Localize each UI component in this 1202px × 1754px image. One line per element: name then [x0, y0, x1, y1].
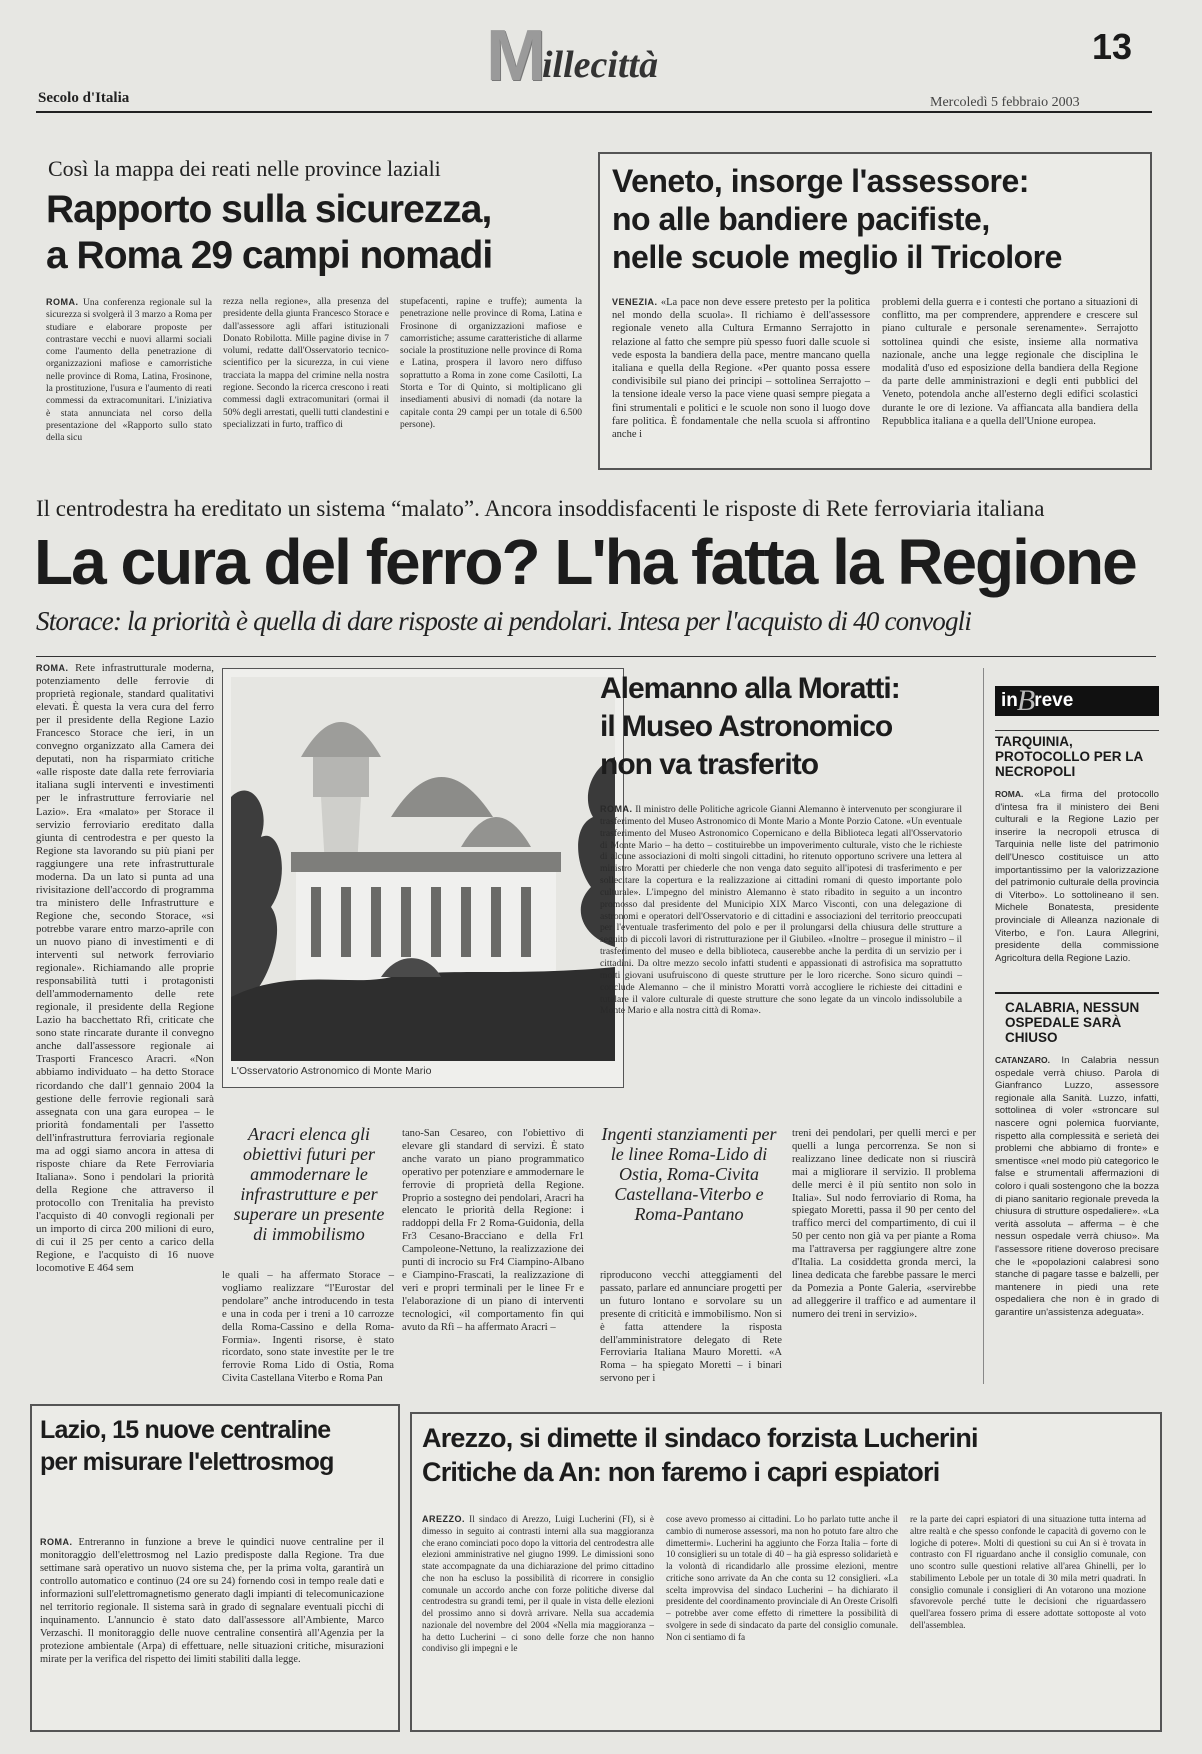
article-column-2	[666, 1514, 898, 1720]
article-text: Il sindaco di Arezzo, Luigi Lucherini (FI), si è dimesso in seguito ai contrasti interni alla sua maggioranza che erano cominciati poco dopo la vittoria del centrodestra alle elezioni amministrative nel giugno 1999. Le dimissioni sono state accompagnate da una dichiarazione del primo cittadino che non ha escluso la possibilità di ricorrere in consiglio comunale un accordo anche con forze politiche diverse dal centrodestra su grandi temi, per il quale in vista delle elezioni del prossimo anno si dovrà arrivare. Nella sua accademia nazionale del novembre del 2004 «Nella mia maggioranza – ha detto Lucherini – ci sono delle forze che non hanno condiviso gli impegni e le	[422, 1514, 655, 1654]
pull-quote-2	[596, 1124, 782, 1224]
article-lazio	[30, 1404, 400, 1732]
breve-item-2-text	[995, 1054, 1159, 1382]
article-text-block	[600, 804, 962, 1088]
dateline: ROMA.	[995, 789, 1024, 799]
article-headline-line2: Critiche da An: non faremo i capri espiatori	[422, 1457, 940, 1487]
main-kicker: Il centrodestra ha ereditato un sistema “malato”. Ancora insoddisfacenti le risposte di Rete ferroviaria italiana	[36, 496, 1045, 521]
pull-quote-text: Aracri elenca gli obiettivi futuri per ammodernare le infrastrutture e per superare un presente di immobilismo	[233, 1124, 385, 1244]
article-column-2	[223, 296, 389, 456]
masthead-rule	[36, 111, 1152, 113]
article-headline-line2: no alle bandiere pacifiste,	[612, 201, 990, 237]
paper-name: Secolo d'Italia	[38, 90, 130, 106]
article-headline-line2: per misurare l'elettrosmog	[40, 1448, 334, 1476]
dateline: ROMA.	[46, 297, 79, 307]
article-headline-line1: Lazio, 15 nuove centraline	[40, 1416, 331, 1444]
section-title	[486, 16, 659, 96]
article-column-3	[910, 1514, 1146, 1720]
in-breve-sidebar	[995, 668, 1159, 1384]
article-headline-line1: Arezzo, si dimette il sindaco forzista Lucherini	[422, 1423, 978, 1453]
article-text: problemi della guerra e i contesti che portano a situazioni di conflitto, ma per comprendere, apprendere e crescere sul piano culturale e personale serenamente». Serrajotto sottolinea quindi che esiste, insieme alla normativa nazionale, anche una legge regionale che disciplina le modalità d'uso ed esposizione della bandiera della Regione da parte delle amministrazioni e degli enti pubblici del Veneto, potendola anche all'esterno degli edifici scolastici durante le ore di lezione. Va affiancata alla bandiera della Repubblica italiana e a quella dell'Unione europea.	[882, 297, 1138, 427]
article-text: cose avevo promesso ai cittadini. Lo ho parlato tutte anche il cambio di numerose assessori, ma non ho potuto fare altro che dimettermi». Lucherini ha aggiunto che Forza Italia – forte di 10 consiglieri su un totale di 40 – ha già espresso solidarietà e la volontà di ricandidarlo alle prossime elezioni, mentre critiche sono arrivate da An che conta su 12 consiglieri. «La scelta improvvisa del sindaco Lucherini – ha dichiarato il presidente del coordinamento provinciale di An Oreste Crisolfi – potrebbe aver come effetto di rimettere la possibilità di svolgere in sede di sindacato da parte del consiglio comunale. Non ci sentiamo di fa	[666, 1514, 898, 1642]
article-headline-line2: il Museo Astronomico	[600, 710, 893, 743]
article-sicurezza	[36, 150, 596, 460]
article-text: treni dei pendolari, per quelli merci e per quelli a lunga percorrenza. Se non si realizzano linee dedicate non si riuscirà mai a migliorare il servizio. Il problema delle merci è il più sentito non solo in Italia». Sul nodo ferroviario di Roma, ha spiegato Moretti, passa il 90 per cento del traffico merci del compartimento, di cui il 50 per cento non già va per piante a Roma ma l'attraversa per raggiungere altre zone d'Italia. La cosiddetta gronda merci, la linea dedicata che farebbe passare le merci da Pomezia a Ponte Galeria, «servirebbe ad alleggerire il traffico e ad aumentare il numero dei treni in servizio».	[792, 1128, 976, 1320]
article-headline-line1: Rapporto sulla sicurezza,	[46, 188, 492, 231]
main-column-2	[222, 1270, 394, 1385]
breve-item-1-text	[995, 788, 1159, 1008]
article-column-1	[46, 296, 212, 456]
article-text: le quali – ha affermato Storace – vogliamo realizzare “l'Eurostar del pendolare” anche introducendo in testa e una in coda per i treni a 10 carrozze della Roma-Cassino e della Roma-Formia». Ingenti risorse, è stato ricordato, sono state investite per le tre ferrovie Roma Lido di Ostia, Roma Civita Castellana Viterbo e Roma Pan	[222, 1270, 394, 1385]
section-initial: M	[486, 16, 546, 96]
article-text: Entreranno in funzione a breve le quindici nuove centraline per il monitoraggio dell'elettrosmog nel Lazio predisposte dalla Regione. Tra due settimane sarà operativo un nuovo sistema che, per la prima volta, garantirà un controllo automatico e continuo (24 ore su 24) fornendo così in tempo reale dati e informazioni sull'elettromagnetismo generato dagli impianti di telecomunicazione nel territorio regionale. Il sistema sarà in grado di segnalare eventuali picchi di inquinamento. L'annuncio è stato dato dall'assessore all'Ambiente, Marco Verzaschi. Il monitoraggio delle nuove centraline consentirà all'Agenzia per la protezione ambientale (Arpa) di effettuare, nelle situazioni critiche, misurazioni mirate per la verifica del rispetto dei limiti stabiliti dalla legge.	[40, 1537, 384, 1665]
pull-quote-text: Ingenti stanziamenti per le linee Roma-Lido di Ostia, Roma-Civita Castellana-Viterbo e Roma-Pantano	[601, 1124, 777, 1224]
article-headline-line3: non va trasferito	[600, 748, 819, 781]
article-text: riproducono vecchi atteggiamenti del passato, parlare ed annunciare progetti per un futuro lontano e sorvolare su un presente di criticità e immobilismo. Non si è fatta attendere la risposta dell'amministratore delegato di Rete Ferroviaria Italiana Mauro Moretti. «A Roma – ha spiegato Moretti – i binari servono per i	[600, 1270, 782, 1385]
article-text: Il ministro delle Politiche agricole Gianni Alemanno è intervenuto per scongiurare il trasferimento del Museo Astronomico di Monte Mario a Monte Porzio Catone. «Un eventuale trasferimento del Museo Astronomico Copernicano e della Biblioteca legati all'Osservatorio di Monte Mario – ha detto – costituirebbe un impoverimento culturale, visto che le richieste di alcune associazioni di molti singoli cittadini, ho ritenuto opportuno scrivere una lettera al ministro Moratti per chiederle che non venga dato seguito all'ipotesi di trasferimento e per sollecitare la copertura e la realizzazione ai cittadini romani di questo importante polo culturale». L'impegno del ministro Alemanno è stato ribadito in seguito a un incontro promosso dal presidente del Municipio XIX Marco Visconti, con una delegazione di astronomi e operatori dell'Osservatorio e di cittadini e associazioni del territorio preoccupati per l'eventuale trasferimento del polo e per il prolungarsi della chiusura delle strutture a seguito di piccoli lavori di ristrutturazione per il Giubileo. «Inoltre – prosegue il ministro – il trasferimento del museo e della biblioteca, causerebbe anche la perdita di un servizio per i cittadini. Da oltre mezzo secolo infatti studenti e appassionati di astrofisica ma soprattutto molti giovani usufruiscono di queste strutture per le loro ricerche. Sono sicuro quindi – conclude Alemanno – che il ministro Moratti vorrà accogliere le richieste dei cittadini e tutelare il valore culturale di queste strutture che sono legate da un vincolo indissolubile a Monte Mario e alla nostra città di Roma».	[600, 804, 962, 1017]
article-text: re la parte dei capri espiatori di una situazione tutta interna ad altre realtà e che spesso confonde le capacità di governo con le logiche di potere». Molti di questioni su cui An si è trovata in contrasto con FI riguardano anche il consiglio comunale, con uno scontro sulle questioni relative all'area Ghinelli, per lo stabilimento Lebole per un totale di 30 mila metri quadrati. In consiglio comunale i consiglieri di An votarono una mozione sfavorevole perché tutte le decisioni che riguardassero quell'area fossero prima di essere adottate sottoposte al voto dell'assemblea.	[910, 1514, 1146, 1630]
in-breve-label-rest: reve	[1034, 690, 1074, 711]
masthead	[0, 0, 1202, 116]
main-column-5	[792, 1128, 976, 1360]
article-headline-line3: nelle scuole meglio il Tricolore	[612, 239, 1062, 275]
photo-frame	[222, 668, 624, 1088]
dateline: AREZZO.	[422, 1514, 465, 1524]
article-text-block	[40, 1536, 384, 1722]
main-column-4	[600, 1270, 782, 1385]
main-subhead: Storace: la priorità è quella di dare risposte ai pendolari. Intesa per l'acquisto di 40 convogli	[36, 606, 972, 636]
article-text: stupefacenti, rapine e truffe); aumenta la penetrazione nelle province di Roma, Latina e Frosinone di organizzazioni mafiose e camorristiche; assume caratteristiche di allarme sociale la prostituzione nelle province di Roma e Latina, prospera il lavoro nero diffuso soprattutto a Roma in zone come Casilotti, La Storta e Tor di Quinto, si moltiplicano gli insediamenti abusivi di nomadi (da notare la capitale conta 29 campi per un totale di 6.500 persone).	[400, 297, 582, 430]
article-kicker: Così la mappa dei reati nelle province laziali	[48, 156, 441, 181]
article-column-2	[882, 296, 1138, 460]
in-breve-label-in: in	[1001, 690, 1018, 711]
main-column-3	[402, 1128, 584, 1360]
in-breve-label-b: B	[1016, 684, 1036, 717]
dateline: CATANZARO.	[995, 1055, 1050, 1065]
article-text: «La pace non deve essere pretesto per la politica nel mondo della scuola». Il richiamo è dell'assessore regionale veneto alla Cultura Ermanno Serrajotto in relazione al fatto che sempre più spesso fuori dalle scuole si vede esposta la bandiera della pace, mentre mancano quella italiana e quella della Regione. «Per quanto possa essere condivisibile sul piano dei principi – sottolinea Serrajotto – la tensione ideale verso la pace viene quasi sempre piegata a fini strumentali e politici e le scuole non sono il luogo dove fare politica. È fondamentale che nella scuola si affrontino anche i	[612, 297, 871, 441]
article-headline-line1: Veneto, insorge l'assessore:	[612, 163, 1029, 199]
dateline: ROMA.	[600, 804, 633, 814]
article-column-1	[612, 296, 870, 460]
sidebar-divider	[983, 668, 984, 1384]
dateline: ROMA.	[36, 663, 69, 673]
main-column-1	[36, 662, 214, 1360]
article-text: tano-San Cesareo, con l'obiettivo di elevare gli standard di servizi. È stato anche varato un piano programmatico operativo per potenziare e ammodernare le ferrovie di proprietà della Regione. Proprio a sostegno dei pendolari, Aracri ha elencato le priorità della Regione: i raddoppi della Fr 2 Roma-Guidonia, della Fr3 Cesano-Bracciano e della Fr1 Campoleone-Nettuno, la realizzazione dei punti di incrocio su Fr4 Ciampino-Albano e Ciampino-Frascati, la realizzazione di veri e propri terminali per le linee Fr e l'elaborazione di un piano di interventi tecnologici, «il comportamento fin qui avuto da Rfi – ha affermato Aracri –	[402, 1128, 584, 1333]
photo-caption: L'Osservatorio Astronomico di Monte Mario	[231, 1065, 432, 1077]
article-museo	[600, 668, 970, 1098]
article-headline-line1: Alemanno alla Moratti:	[600, 672, 900, 705]
breve-rule	[995, 992, 1159, 994]
in-breve-banner	[995, 686, 1159, 716]
article-column-1	[422, 1514, 654, 1720]
article-text: In Calabria nessun ospedale verrà chiuso. Parola di Gianfranco Luzzo, assessore regionale alla Sanità. Luzzo, infatti, sottolinea di voler «stroncare sul nascere ogni polemica fuorviante, rispetto alla complessità e serietà dei problemi che abbiamo di fronte» e smentisce «nel modo più categorico le false e strumentali affermazioni di coloro i quali sostengono che la bozza di piano sanitario regionale preveda la chiusura di strutture ospedaliere». «La verità assoluta – afferma – è che nessun ospedale verrà chiuso». Ma l'assessore ritiene doveroso precisare che le «popolazioni calabresi sono stanche di pagare tasse e balzelli, per mantenere in piedi una rete ospedaliera che non è in grado di garantire un'assistenza adeguata».	[995, 1055, 1159, 1318]
pull-quote-1	[226, 1124, 392, 1244]
dateline: VENEZIA.	[612, 297, 658, 307]
subhead-rule	[36, 656, 1156, 657]
article-text: rezza nella regione», alla presenza del presidente della giunta Francesco Storace e dall'assessore agli affari istituzionali Donato Robilotta. Mille pagine divise in 7 volumi, redatte dall'Osservatorio tecnico-scientifico per la sicurezza, in cui viene tracciata la mappa del crimine nella nostra regione. Secondo la ricerca crescono i reati commessi dagli extracomunitari (ormai il 50% degli arrestati, quelli tutti clandestini e specializzati in furto, traffico di	[223, 297, 389, 430]
article-veneto	[598, 152, 1152, 470]
main-headline: La cura del ferro? L'ha fatta la Regione	[34, 526, 1136, 598]
page-number: 13	[1092, 26, 1133, 67]
article-text: Rete infrastrutturale moderna, potenziamento delle ferrovie di proprietà regionale, standard qualitativi elevati. È questa la vera cura del ferro per il presidente della Regione Lazio Francesco Storace che ieri, in un convegno organizzato alla Camera dei deputati, non ha risparmiato critiche «alle risposte date dalla rete ferroviaria italiana sugli interventi e investimenti per le infrastrutture ferroviarie nel Lazio». Era «malato» per Storace il servizio ferroviario ereditato dalla giunta di centrodestra e per questo la Regione sta lavorando su più piani per raggiungere una rete infrastrutturale moderna. Da un lato si punta ad una rivisitazione dell'accordo di programma tra ministero delle Infrastrutture e Regione che, secondo Storace, «si potrebbe varare entro marzo-aprile con un nuovo piano di investimenti e di interventi sul network ferroviario regionale». Richiamando alle proprie responsabilità tutti i protagonisti dell'ammodernamento delle rete regionale, il presidente della Regione Lazio ha bacchettato Rfi, criticate che sono state rincarate durante il convegno anche dall'assessore regionale ai Trasporti Francesco Aracri. «Non abbiamo individuato – ha detto Storace ricordando che dall'1 gennaio 2004 la gestione delle ferrovie regionali sarà assegnata con una gara europea – le priorità fondamentali per l'assetto dell'infrastruttura ferroviaria regionale ma ad oggi siamo ancora in attesa di risposte chiare da Rete Ferroviaria Italiana». Sono i pendolari la priorità della Regione che attraverso il protocollo con Trenitalia ha previsto l'acquisto di 40 convogli regionali per un importo di circa 200 milioni di euro, di cui il 25 per cento a carico della Regione, e l'acquisto di 16 nuove locomotive E 464 sem	[36, 662, 214, 1275]
article-arezzo	[410, 1412, 1162, 1732]
issue-date: Mercoledì 5 febbraio 2003	[930, 95, 1080, 110]
article-text: Una conferenza regionale sul la sicurezza si svolgerà il 3 marzo a Roma per studiare e elaborare proposte per contrastare vecchi e nuovi allarmi sociali come l'aumento della penetrazione di organizzazioni mafiose e camorristiche nelle province di Roma, Latina, Frosinone, la prostituzione, l'usura e l'aumento di reati commessi da extracomunitari. L'iniziativa è stata annunciata nel corso della presentazione del «Rapporto sullo stato della sicu	[46, 298, 212, 444]
article-column-3	[400, 296, 582, 456]
observatory-photo	[231, 677, 615, 1061]
breve-item-2-title: CALABRIA, NESSUN OSPEDALE SARÀ CHIUSO	[1005, 1000, 1140, 1045]
breve-item-1-title: TARQUINIA, PROTOCOLLO PER LA NECROPOLI	[995, 734, 1143, 779]
article-headline-line2: a Roma 29 campi nomadi	[46, 234, 493, 277]
section-rest: illecittà	[541, 44, 659, 86]
dateline: ROMA.	[40, 1537, 73, 1547]
article-text: «La firma del protocollo d'intesa fra il ministero dei Beni culturali e la Regione Lazio per inserire la necropoli etrusca di Tarquinia nelle liste del patrimonio dell'Unesco costituisce un atto importantissimo per la valorizzazione del patrimonio culturale della provincia di Viterbo». Lo sottolineano il sen. Michele Bonatesta, presidente provinciale di Alleanza nazionale di Viterbo, e l'on. Laura Allegrini, presidente della commissione Agricoltura della Regione Lazio.	[995, 789, 1159, 964]
breve-rule	[995, 730, 1159, 731]
